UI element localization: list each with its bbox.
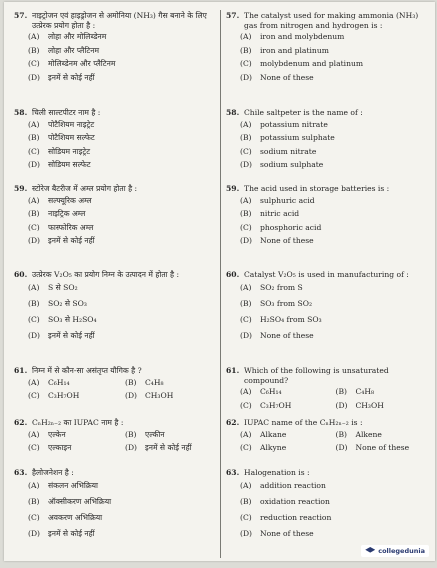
question-57-english [226,11,431,108]
option: (B) लोहा और प्लैटिनम [28,45,99,55]
option: (D) इनमें से कोई नहीं [28,236,95,246]
question-number: 61. [226,366,240,375]
question-63-hindi [14,468,222,568]
option: (D) None of these [240,72,314,82]
option: (C) H₂SO₄ from SO₃ [240,314,322,324]
option: (A) addition reaction [240,480,326,490]
question-60-hindi [14,270,222,366]
question-number: 59. [226,184,240,193]
question-text: IUPAC name of the CₙH₂ₙ₋₂ is : [244,418,363,427]
question-text: उत्प्रेरक V₂O₅ का प्रयोग निम्न के उत्पादन में होता है : [32,270,180,279]
question-59-english [226,184,431,270]
option: (D) CH₃OH [335,400,384,410]
question-57-hindi [14,11,222,108]
option: (C) फास्फोरिक अम्ल [28,222,94,232]
question-number: 60. [226,270,240,279]
question-number: 60. [14,270,28,279]
option: (A) S से SO₂ [28,282,78,292]
question-paper-page [4,2,435,561]
question-number: 62. [226,418,240,427]
option: (B) SO₂ से SO₃ [28,298,87,308]
question-text: Chile saltpeter is the name of : [244,108,363,117]
question-number: 57. [226,11,240,20]
question-61-english [226,366,431,418]
option: (D) सोडियम सल्फेट [28,160,91,170]
option: (A) sulphuric acid [240,195,315,205]
question-text: निम्न में से कौन-सा असंतृप्त यौगिक है ? [32,366,142,375]
option: (D) None of these [240,528,314,538]
option: (C) मोलिब्डेनम और प्लैटिनम [28,59,116,69]
option: (C) अवकरण अभिक्रिया [28,512,103,522]
option: (B) C₄H₈ [335,387,375,397]
option: (B) पोटैशियम सल्फेट [28,133,95,143]
option: (A) Alkane [240,429,287,439]
option: (B) oxidation reaction [240,496,330,506]
option: (A) C₆H₁₄ [240,387,282,397]
option: (C) SO₃ से H₂SO₄ [28,314,97,324]
graduation-cap-icon [365,547,375,555]
question-number: 58. [226,108,240,117]
watermark-logo [361,545,429,557]
option: (C) C₃H₇OH [28,391,80,401]
question-number: 57. [14,11,28,20]
option: (D) इनमें से कोई नहीं [28,528,95,538]
question-number: 63. [14,468,28,477]
hindi-column [14,11,222,568]
option: (D) sodium sulphate [240,160,324,170]
option: (A) iron and molybdenum [240,32,345,42]
question-61-hindi [14,366,222,418]
question-text: हैलोजनेशन है : [32,468,74,477]
question-text: Catalyst V₂O₅ is used in manufacturing of : [244,270,409,279]
question-number: 58. [14,108,28,117]
english-column [226,11,431,568]
option: (B) potassium sulphate [240,133,335,143]
question-62-hindi [14,418,222,468]
option: (C) sodium nitrate [240,146,317,156]
option: (A) पोटैशियम नाइट्रेट [28,119,95,129]
question-text: The catalyst used for making ammonia (NH₃) gas from nitrogen and hydrogen is : [244,11,419,30]
option: (A) लोहा और मोलिब्डेनम [28,32,107,42]
question-60-english [226,270,431,366]
question-number: 61. [14,366,28,375]
option: (B) ऑक्सीकरण अभिक्रिया [28,496,112,506]
option: (C) एल्काइन [28,443,72,453]
question-text: The acid used in storage batteries is : [244,184,390,193]
option: (C) reduction reaction [240,512,332,522]
question-number: 59. [14,184,28,193]
option: (D) इनमें से कोई नहीं [125,443,192,453]
option: (D) None of these [240,330,314,340]
option: (A) सल्फ्यूरिक अम्ल [28,195,92,205]
question-number: 63. [226,468,240,477]
option: (C) phosphoric acid [240,222,322,232]
option: (B) Alkene [335,429,382,439]
option: (B) C₄H₈ [125,377,164,387]
option: (C) C₃H₇OH [240,400,292,410]
option: (D) None of these [335,443,410,453]
option: (C) molybdenum and platinum [240,59,364,69]
watermark-text: collegedunia [378,547,425,555]
option: (A) C₆H₁₄ [28,377,70,387]
question-text: Halogenation is : [244,468,310,477]
option: (A) संकलन अभिक्रिया [28,480,99,490]
option: (A) SO₂ from S [240,282,303,292]
question-62-english [226,418,431,468]
question-text: CₙH₂ₙ₋₂ का IUPAC नाम है : [32,418,124,427]
option: (C) सोडियम नाइट्रेट [28,146,91,156]
option: (B) iron and platinum [240,45,329,55]
option: (D) इनमें से कोई नहीं [28,330,95,340]
question-text: नाइट्रोजन एवं हाइड्रोजन से अमोनिया (NH₃) गैस बनाने के लिए उत्प्रेरक प्रयोग होता है : [32,11,207,30]
question-text: स्टोरेज बैटरीज में अम्ल प्रयोग होता है : [32,184,138,193]
option: (A) एल्केन [28,429,66,439]
question-58-english [226,108,431,184]
option: (B) nitric acid [240,209,300,219]
option: (D) इनमें से कोई नहीं [28,72,95,82]
question-59-hindi [14,184,222,270]
question-number: 62. [14,418,28,427]
option: (A) potassium nitrate [240,119,328,129]
option: (B) SO₃ from SO₂ [240,298,312,308]
question-58-hindi [14,108,222,184]
option: (B) एल्कीन [125,429,165,439]
option: (D) CH₃OH [125,391,174,401]
option: (C) Alkyne [240,443,287,453]
option: (B) नाइट्रिक अम्ल [28,209,86,219]
question-text: चिली साल्टपीटर नाम है : [32,108,101,117]
question-text: Which of the following is unsaturated compound? [244,366,389,385]
option: (D) None of these [240,236,314,246]
